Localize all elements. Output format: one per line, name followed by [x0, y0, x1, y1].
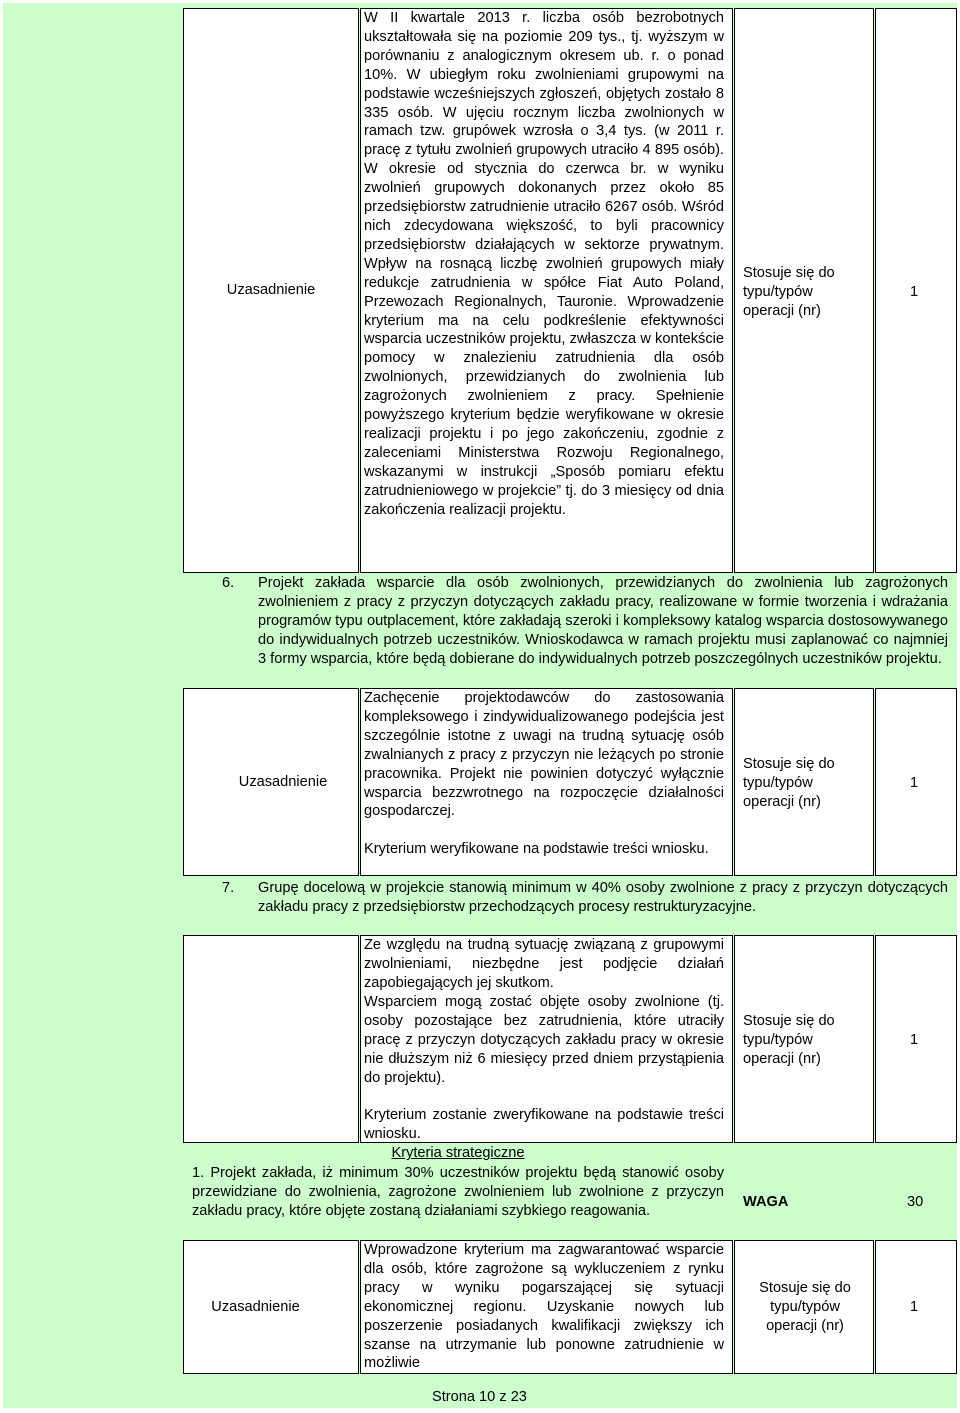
applies-text-3: Stosuje się do typu/typów operacji (nr)	[743, 1013, 835, 1067]
criterion-text-7: Grupę docelową w projekcie stanowią minimum w 40% osoby zwolnione z pracy z przyczyn dotyczących zakładu pracy z przedsiębiorstw przechodzących procesy restrukturyzacyjne.	[258, 880, 948, 915]
weight-value: 30	[907, 1194, 924, 1210]
justification-text-3c: Kryterium zostanie zweryfikowane na podstawie treści wniosku.	[364, 1107, 724, 1142]
applies-text-4	[745, 1279, 865, 1336]
criterion-text-6: Projekt zakłada wsparcie dla osób zwolnionych, przewidzianych do zwolnienia lub zagrożonych zwolnieniem z pracy z przyczyn dotyczących zakładu pracy, realizowane w formie tworzenia i wdrażania programów typu outplacement, które zakładają szeroki i kompleksowy katalog wsparcia dostosowywanego do indywidualnych potrzeb uczestników. Wnioskodawca w ramach projektu musi zaplanować co najmniej 3 formy wsparcia, które będą dobierane do indywidualnych potrzeb poszczególnych uczestników projektu.	[258, 575, 948, 667]
justification-text-2b: Kryterium weryfikowane na podstawie treści wniosku.	[364, 841, 709, 857]
count-3: 1	[910, 1032, 919, 1048]
criterion-number-7: 7.	[222, 880, 235, 896]
applies-text-2: Stosuje się do typu/typów operacji (nr)	[743, 756, 835, 810]
strategic-header	[183, 1144, 733, 1163]
page-footer: Strona 10 z 23	[432, 1389, 527, 1405]
strategic-header-text: Kryteria strategiczne	[391, 1145, 525, 1162]
weight-label: WAGA	[743, 1194, 789, 1210]
label-text: Uzasadnienie	[238, 773, 328, 790]
justification-text-2a: Zachęcenie projektodawców do zastosowania kompleksowego i zindywidualizowanego podejścia jest szczególnie istotne z uwagi na trudną sytuację osób zwalnianych z pracy z przyczyn nie leżących po stronie pracownika. Projekt nie powinien dotyczyć wyłącznie wsparcia bezzwrotnego na rozpoczęcie działalności gospodarczej.	[364, 690, 724, 820]
label-uzasadnienie-4	[183, 1240, 328, 1374]
applies-text: Stosuje się do typu/typów operacji (nr)	[759, 1280, 851, 1334]
label-uzasadnienie-2	[183, 688, 383, 876]
count-4: 1	[910, 1299, 919, 1315]
label-uzasadnienie-1	[183, 8, 359, 573]
label-text: Uzasadnienie	[211, 1298, 300, 1315]
justification-text-4: Wprowadzone kryterium ma zagwarantować wsparcie dla osób, które zagrożone są wykluczeniem z rynku pracy w wyniku pogarszającej się sytuacji ekonomicznej regionu. Uzyskanie nowych lub poszerzenie posiadanych kwalifikacji zwiększy ich szanse na utrzymanie lub ponowne zatrudnienie w możliwie	[364, 1242, 724, 1372]
justification-text-3a: Ze względu na trudną sytuację związaną z grupowymi zwolnieniami, niezbędne jest podjęcie działań zapobiegających jej skutkom.	[364, 937, 724, 991]
applies-text-1: Stosuje się do typu/typów operacji (nr)	[743, 265, 835, 319]
count-2: 1	[910, 775, 919, 791]
justification-text-1: W II kwartale 2013 r. liczba osób bezrobotnych ukształtowała się na poziomie 209 tys., tj. wyższym w porównaniu z analogicznym okresem ub. r. o ponad 10%. W ubiegłym roku zwolnieniami grupowymi na podstawie wcześniejszych zgłoszeń, objętych zostało 8 335 osób. W ujęciu rocznym liczba zwolnionych w ramach tzw. grupówek wzrosła o 3,4 tys. (w 2011 r. pracę z tytułu zwolnień grupowych utraciło 4 895 osób). W okresie od stycznia do czerwca br. w wyniku zwolnień grupowych dokonanych przez około 85 przedsiębiorstw zatrudnienie utraciło 6267 osób. Wśród nich zdecydowana większość, to byli pracownicy przedsiębiorstw działających w sektorze prywatnym. Wpływ na rosnącą liczbę zwolnień grupowych miały redukcje zatrudnienia w spółce Fiat Auto Poland, Przewozach Regionalnych, Tauronie. Wprowadzenie kryterium ma na celu podkreślenie efektywności wsparcia uczestników projektu, zwłaszcza w kontekście pomocy w znalezieniu zatrudnienia dla osób zwolnionych, przewidzianych do zwolnienia lub zagrożonych zwolnieniem z pracy. Spełnienie powyższego kryterium będzie weryfikowane w okresie realizacji projektu i po jego zakończeniu, zgodnie z zaleceniami Ministerstwa Rozwoju Regionalnego, wskazanymi w instrukcji „Sposób pomiaru efektu zatrudnieniowego w projekcie” tj. do 3 miesięcy od dnia zakończenia realizacji projektu.	[364, 10, 724, 518]
justification-text-3b: Wsparciem mogą zostać objęte osoby zwolnione (tj. osoby pozostające bez zatrudnienia, które utraciły pracę z przyczyn dotyczących zakładu pracy w okresie nie dłuższym niż 6 miesięcy przed dniem przystąpienia do projektu).	[364, 994, 724, 1086]
criterion-number-6: 6.	[222, 575, 235, 591]
label-text: Uzasadnienie	[226, 282, 316, 299]
count-1: 1	[910, 284, 919, 300]
label-cell-3	[183, 935, 359, 1143]
strategic-item-1: 1. Projekt zakłada, iż minimum 30% uczestników projektu będą stanowić osoby przewidziane do zwolnienia, zagrożone zwolnieniem lub zwolnione z przyczyn zakładu pracy, które objęte zostaną działaniami szybkiego reagowania.	[192, 1165, 724, 1219]
